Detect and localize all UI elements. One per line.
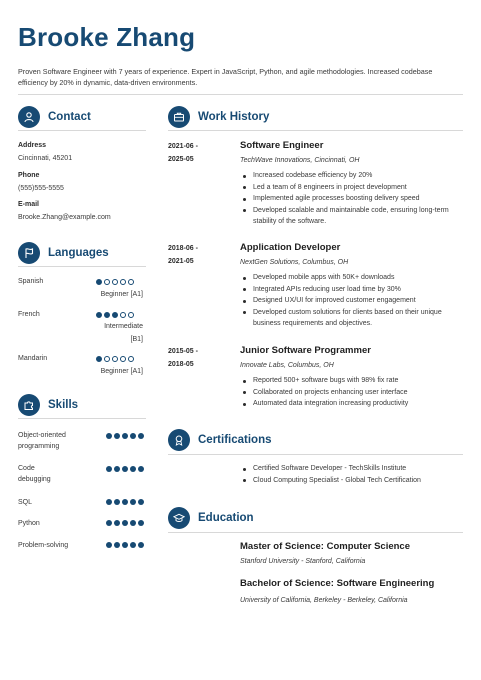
skill-name: Object-oriented programming — [18, 432, 66, 450]
job-date-range: 2015-05 - 2018-05 — [168, 348, 198, 368]
list-item: Developed mobile apps with 50K+ downloads — [240, 272, 450, 284]
list-item: Developed custom solutions for clients based on their unique business requirements and objectives. — [240, 307, 450, 330]
rating-dot-filled — [122, 499, 128, 505]
skill-name: Problem-solving — [18, 542, 69, 549]
contact-divider — [18, 130, 146, 131]
certifications-title: Certifications — [198, 434, 272, 446]
rating-dot-filled — [114, 433, 120, 439]
job-company: TechWave Innovations, Cincinnati, OH — [240, 157, 360, 164]
list-item: Integrated APIs reducing user load time by 30% — [240, 284, 450, 296]
language-rating-dots — [96, 279, 134, 285]
phone-value: (555)555-5555 — [18, 185, 64, 192]
school-name: University of California, Berkeley - Berkeley, California — [240, 597, 408, 604]
list-item: Certified Software Developer - TechSkills Institute — [240, 463, 465, 475]
rating-dot-filled — [106, 433, 112, 439]
rating-dot-empty — [112, 279, 118, 285]
language-level-code: [B1] — [130, 336, 143, 343]
skill-rating-dots — [106, 499, 144, 505]
list-item: Led a team of 8 engineers in project development — [240, 182, 450, 194]
skill-rating-dots — [106, 466, 144, 472]
rating-dot-filled — [96, 312, 102, 318]
skill-name: SQL — [18, 499, 33, 506]
rating-dot-filled — [122, 520, 128, 526]
languages-section-header — [18, 242, 109, 264]
skill-rating-dots — [106, 520, 144, 526]
language-rating-dots — [96, 312, 134, 318]
rating-dot-filled — [138, 433, 144, 439]
rating-dot-filled — [106, 520, 112, 526]
rating-dot-filled — [112, 312, 118, 318]
rating-dot-empty — [128, 356, 134, 362]
rating-dot-filled — [138, 466, 144, 472]
school-name: Stanford University - Stanford, California — [240, 558, 366, 565]
work-section-header — [168, 106, 269, 128]
rating-dot-empty — [128, 312, 134, 318]
language-level: Intermediate — [104, 323, 143, 330]
email-value[interactable]: Brooke.Zhang@example.com — [18, 214, 111, 221]
skills-divider — [18, 418, 146, 419]
rating-dot-filled — [130, 520, 136, 526]
degree-title: Bachelor of Science: Software Engineering — [240, 578, 435, 589]
language-name: Spanish — [18, 278, 44, 285]
list-item: Increased codebase efficiency by 20% — [240, 170, 450, 182]
education-title: Education — [198, 512, 254, 524]
job-bullets — [240, 375, 450, 410]
contact-section-header — [18, 106, 91, 128]
rating-dot-filled — [96, 356, 102, 362]
rating-dot-filled — [106, 466, 112, 472]
list-item: Implemented agile processes boosting delivery speed — [240, 193, 450, 205]
email-label: E-mail — [18, 201, 40, 208]
rating-dot-filled — [114, 499, 120, 505]
job-date-range: 2021-06 - 2025-05 — [168, 143, 198, 163]
rating-dot-filled — [122, 466, 128, 472]
address-value: Cincinnati, 45201 — [18, 155, 73, 162]
list-item: Collaborated on projects enhancing user interface — [240, 387, 450, 399]
rating-dot-empty — [120, 356, 126, 362]
work-divider — [168, 130, 463, 131]
languages-title: Languages — [48, 247, 109, 259]
rating-dot-empty — [112, 356, 118, 362]
rating-dot-filled — [122, 542, 128, 548]
job-title: Application Developer — [240, 242, 341, 253]
job-title: Software Engineer — [240, 140, 324, 151]
graduation-cap-icon — [168, 507, 190, 529]
list-item: Developed scalable and maintainable code, ensuring long-term stability of the software. — [240, 205, 450, 228]
rating-dot-filled — [138, 520, 144, 526]
puzzle-icon — [18, 394, 40, 416]
certification-list — [240, 463, 465, 486]
job-company: NextGen Solutions, Columbus, OH — [240, 259, 349, 266]
rating-dot-filled — [130, 499, 136, 505]
language-level: Beginner [A1] — [100, 368, 143, 375]
job-date-range: 2018-06 - 2021-05 — [168, 245, 198, 265]
rating-dot-filled — [138, 542, 144, 548]
rating-dot-filled — [96, 279, 102, 285]
language-name: Mandarin — [18, 355, 48, 362]
rating-dot-filled — [130, 466, 136, 472]
list-item: Automated data integration increasing productivity — [240, 398, 450, 410]
rating-dot-filled — [138, 499, 144, 505]
skill-rating-dots — [106, 433, 144, 439]
rating-dot-empty — [104, 356, 110, 362]
briefcase-icon — [168, 106, 190, 128]
list-item: Cloud Computing Specialist - Global Tech Certification — [240, 475, 465, 487]
certifications-divider — [168, 454, 463, 455]
skills-section-header — [18, 394, 78, 416]
flag-icon — [18, 242, 40, 264]
rating-dot-empty — [104, 279, 110, 285]
job-title: Junior Software Programmer — [240, 345, 371, 356]
contact-title: Contact — [48, 111, 91, 123]
job-bullets — [240, 170, 450, 228]
work-title: Work History — [198, 111, 270, 123]
rating-dot-filled — [122, 433, 128, 439]
job-company: Innovate Labs, Columbus, OH — [240, 362, 334, 369]
rating-dot-filled — [130, 542, 136, 548]
rating-dot-empty — [128, 279, 134, 285]
rating-dot-empty — [120, 279, 126, 285]
certifications-section-header — [168, 429, 272, 451]
header-divider — [18, 94, 463, 95]
skill-name: Python — [18, 520, 40, 527]
education-divider — [168, 532, 463, 533]
rating-dot-filled — [114, 520, 120, 526]
phone-label: Phone — [18, 172, 40, 179]
skill-name: Code debugging — [18, 465, 51, 483]
language-rating-dots — [96, 356, 134, 362]
address-label: Address — [18, 142, 47, 149]
skill-rating-dots — [106, 542, 144, 548]
languages-divider — [18, 266, 146, 267]
user-icon — [18, 106, 40, 128]
rating-dot-filled — [104, 312, 110, 318]
rating-dot-empty — [120, 312, 126, 318]
rating-dot-filled — [130, 433, 136, 439]
rating-dot-filled — [106, 542, 112, 548]
rating-dot-filled — [106, 499, 112, 505]
award-icon — [168, 429, 190, 451]
degree-title: Master of Science: Computer Science — [240, 541, 410, 552]
job-bullets — [240, 272, 450, 330]
list-item: Designed UX/UI for improved customer engagement — [240, 295, 450, 307]
summary-text: Proven Software Engineer with 7 years of experience. Expert in JavaScript, Python, and agile methodologies. Increased codebase efficiency by 20% in dynamic, data-driven environments. — [18, 67, 433, 87]
list-item: Reported 500+ software bugs with 98% fix rate — [240, 375, 450, 387]
language-name: French — [18, 311, 40, 318]
rating-dot-filled — [114, 542, 120, 548]
rating-dot-filled — [114, 466, 120, 472]
candidate-name: Brooke Zhang — [18, 22, 196, 52]
education-section-header — [168, 507, 254, 529]
skills-title: Skills — [48, 399, 79, 411]
language-level: Beginner [A1] — [100, 291, 143, 298]
